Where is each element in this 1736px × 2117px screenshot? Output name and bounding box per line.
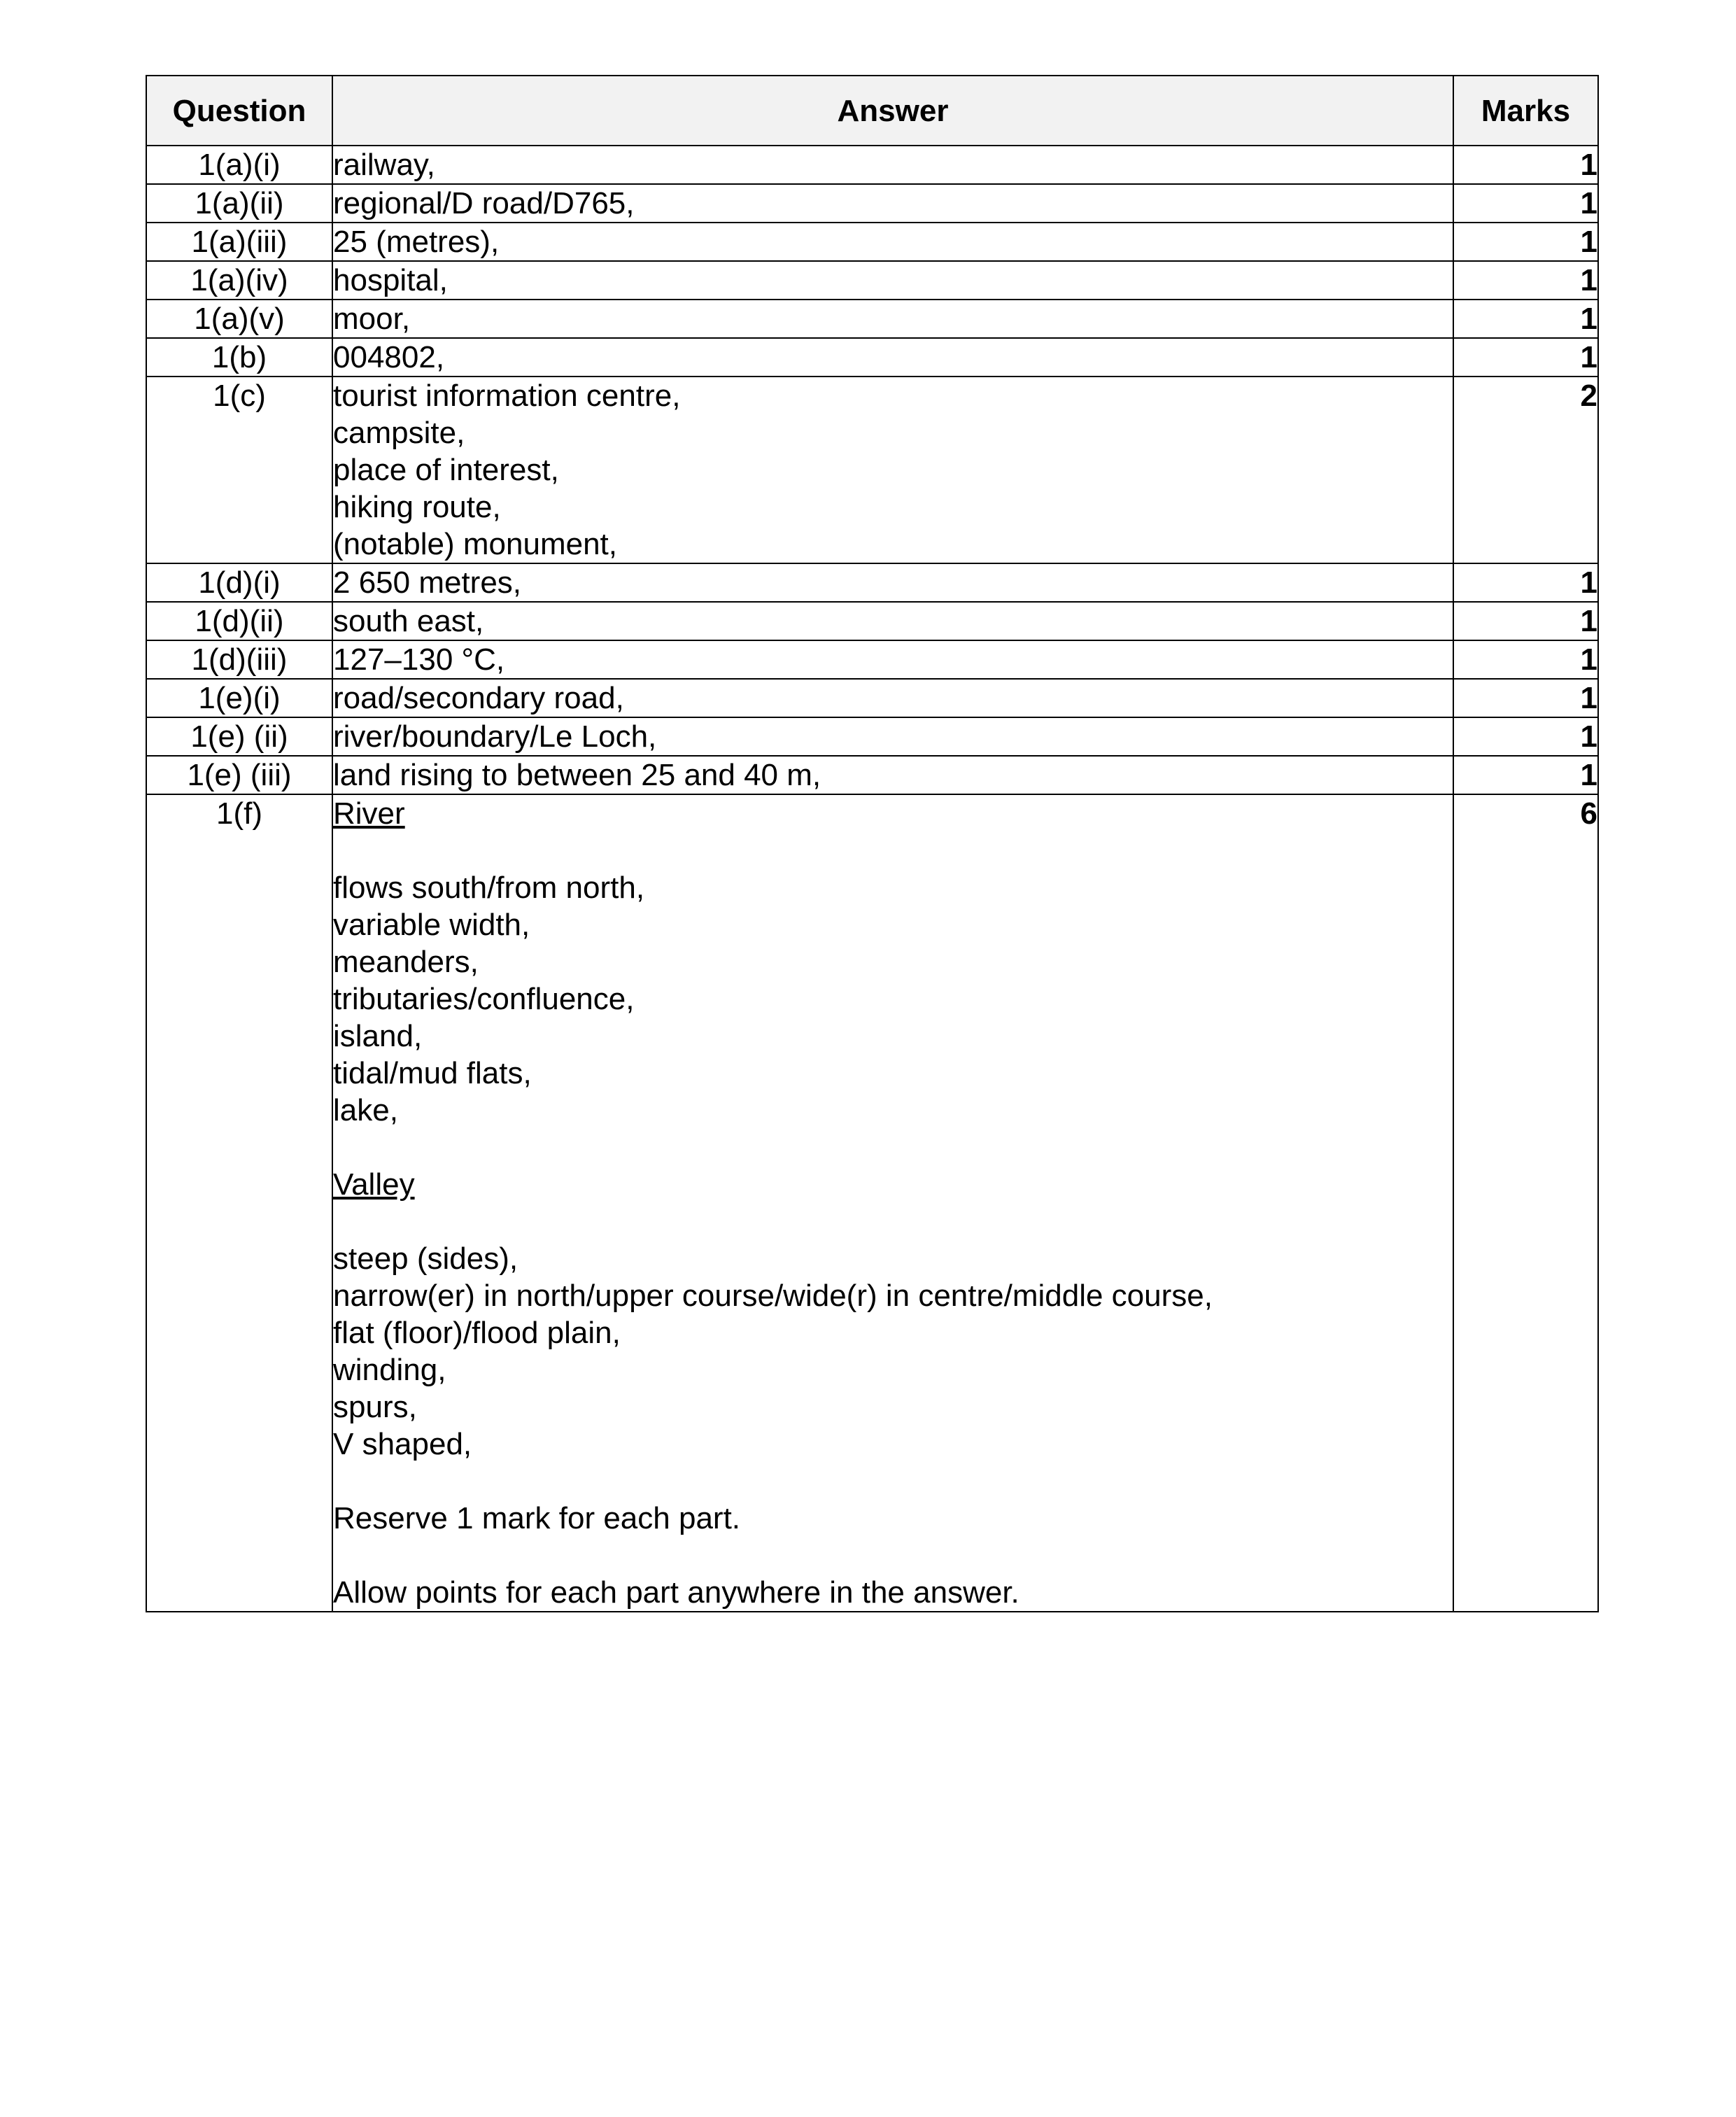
answer-line: campsite, <box>333 416 465 450</box>
marks-cell: 1 <box>1453 223 1598 261</box>
answer-line: 127–130 °C, <box>333 642 505 677</box>
question-cell: 1(c) <box>146 377 332 563</box>
river-point: flows south/from north, <box>333 871 645 905</box>
answer-cell <box>332 602 1453 640</box>
table-row <box>146 223 1598 261</box>
question-cell: 1(b) <box>146 338 332 377</box>
answer-cell <box>332 794 1453 1612</box>
answer-cell <box>332 338 1453 377</box>
table-body <box>146 146 1598 1612</box>
river-points-list <box>333 869 1453 1129</box>
marks-cell: 1 <box>1453 679 1598 717</box>
answer-line: hospital, <box>333 263 448 297</box>
answer-line: place of interest, <box>333 453 559 487</box>
valley-points-list <box>333 1240 1453 1463</box>
marking-note: Reserve 1 mark for each part. <box>333 1501 741 1535</box>
question-cell: 1(a)(v) <box>146 300 332 338</box>
valley-point: flat (floor)/flood plain, <box>333 1316 621 1350</box>
river-point: island, <box>333 1019 423 1053</box>
marks-cell: 1 <box>1453 602 1598 640</box>
question-cell: 1(d)(ii) <box>146 602 332 640</box>
marks-cell: 2 <box>1453 377 1598 563</box>
marks-cell: 1 <box>1453 184 1598 223</box>
answer-cell <box>332 640 1453 679</box>
question-cell: 1(a)(ii) <box>146 184 332 223</box>
marks-cell: 6 <box>1453 794 1598 1612</box>
table-row <box>146 602 1598 640</box>
answer-line: hiking route, <box>333 490 501 524</box>
question-cell: 1(e) (ii) <box>146 717 332 756</box>
valley-heading: Valley <box>333 1167 415 1202</box>
header-row <box>146 76 1598 146</box>
question-cell: 1(f) <box>146 794 332 1612</box>
marks-cell: 1 <box>1453 261 1598 300</box>
table-row <box>146 679 1598 717</box>
answer-cell <box>332 146 1453 184</box>
valley-point: narrow(er) in north/upper course/wide(r) in centre/middle course, <box>333 1279 1213 1313</box>
spacer <box>333 1537 1453 1574</box>
spacer <box>333 1203 1453 1240</box>
question-cell: 1(a)(i) <box>146 146 332 184</box>
question-cell: 1(e) (iii) <box>146 756 332 794</box>
spacer <box>333 832 1453 869</box>
table-row <box>146 756 1598 794</box>
question-cell: 1(a)(iv) <box>146 261 332 300</box>
answer-line: regional/D road/D765, <box>333 186 635 220</box>
answer-line: 25 (metres), <box>333 225 500 259</box>
spacer <box>333 1463 1453 1500</box>
question-cell: 1(d)(iii) <box>146 640 332 679</box>
answer-cell <box>332 300 1453 338</box>
answer-cell <box>332 717 1453 756</box>
table-row <box>146 794 1598 1612</box>
table-row <box>146 563 1598 602</box>
river-heading: River <box>333 796 405 831</box>
marks-header: Marks <box>1453 76 1598 146</box>
answer-line: land rising to between 25 and 40 m, <box>333 758 821 792</box>
table-row <box>146 377 1598 563</box>
answer-cell <box>332 756 1453 794</box>
answer-header: Answer <box>332 76 1453 146</box>
question-header: Question <box>146 76 332 146</box>
question-cell: 1(a)(iii) <box>146 223 332 261</box>
river-point: variable width, <box>333 908 530 942</box>
answer-cell <box>332 184 1453 223</box>
marks-cell: 1 <box>1453 146 1598 184</box>
answer-line: 2 650 metres, <box>333 565 522 600</box>
river-point: tributaries/confluence, <box>333 982 635 1016</box>
marks-cell: 1 <box>1453 300 1598 338</box>
table-row <box>146 261 1598 300</box>
answer-line: (notable) monument, <box>333 527 617 561</box>
answer-line: tourist information centre, <box>333 379 681 413</box>
answer-line: railway, <box>333 148 435 182</box>
answer-line: moor, <box>333 302 411 336</box>
answer-line: south east, <box>333 604 484 638</box>
table-row <box>146 717 1598 756</box>
marks-cell: 1 <box>1453 338 1598 377</box>
table-row <box>146 300 1598 338</box>
table-row <box>146 146 1598 184</box>
answer-cell <box>332 377 1453 563</box>
answer-cell <box>332 563 1453 602</box>
table-row <box>146 338 1598 377</box>
answer-line: 004802, <box>333 340 445 374</box>
river-point: meanders, <box>333 945 479 979</box>
marks-cell: 1 <box>1453 717 1598 756</box>
marks-cell: 1 <box>1453 640 1598 679</box>
question-cell: 1(d)(i) <box>146 563 332 602</box>
marks-cell: 1 <box>1453 756 1598 794</box>
table-row <box>146 640 1598 679</box>
marking-note: Allow points for each part anywhere in the answer. <box>333 1575 1019 1610</box>
answer-line: road/secondary road, <box>333 681 624 715</box>
spacer <box>333 1129 1453 1166</box>
answer-cell <box>332 679 1453 717</box>
marks-cell: 1 <box>1453 563 1598 602</box>
question-cell: 1(e)(i) <box>146 679 332 717</box>
valley-point: steep (sides), <box>333 1242 518 1276</box>
valley-point: spurs, <box>333 1390 417 1424</box>
river-point: tidal/mud flats, <box>333 1056 532 1090</box>
answer-cell <box>332 261 1453 300</box>
answer-cell <box>332 223 1453 261</box>
valley-point: winding, <box>333 1353 446 1387</box>
answer-line: river/boundary/Le Loch, <box>333 719 657 754</box>
mark-scheme-table <box>146 75 1599 1612</box>
valley-point: V shaped, <box>333 1427 472 1461</box>
river-point: lake, <box>333 1093 398 1127</box>
table-row <box>146 184 1598 223</box>
